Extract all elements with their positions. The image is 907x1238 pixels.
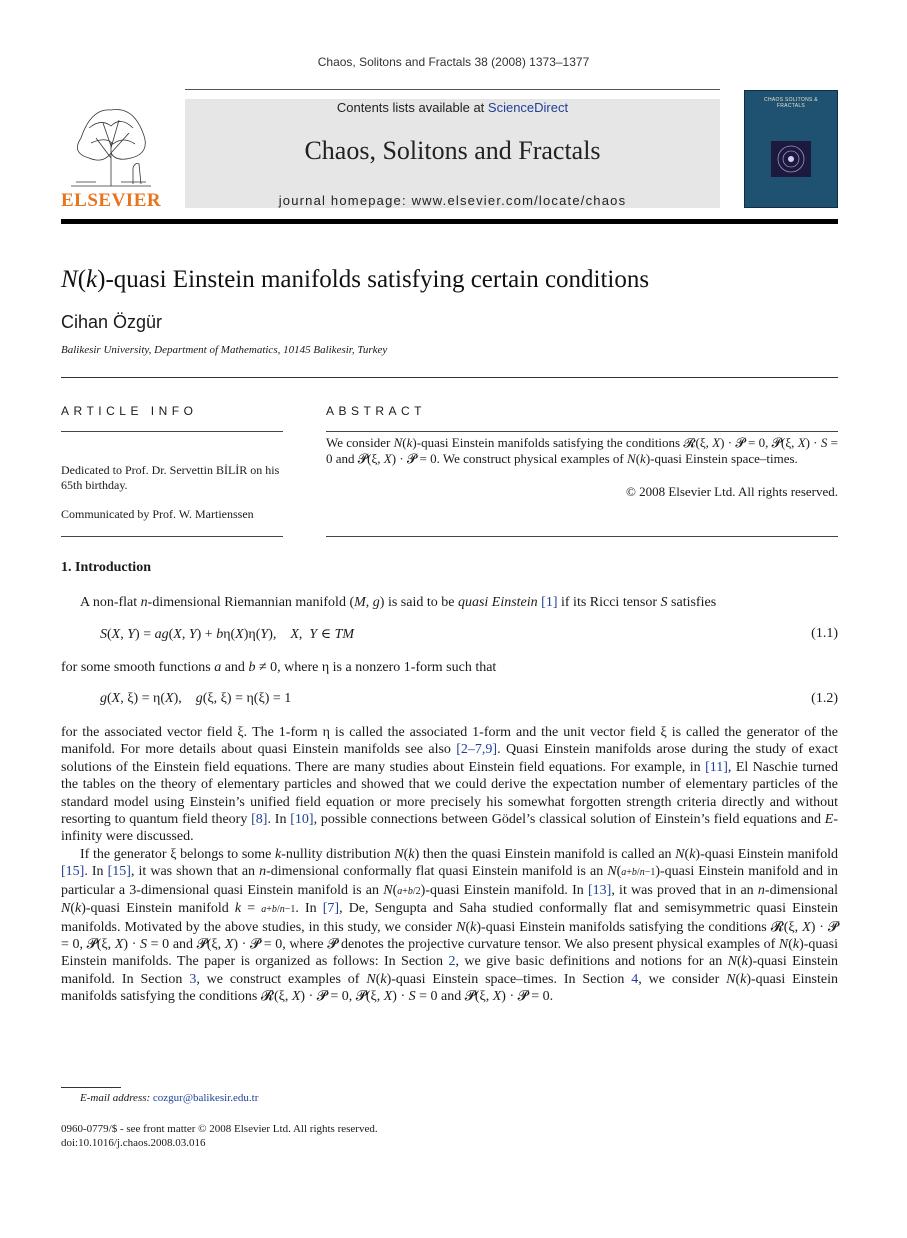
article-title-text: -quasi Einstein manifolds satisfying certain conditions <box>105 266 650 293</box>
email-link[interactable]: cozgur@balikesir.edu.tr <box>152 1092 259 1104</box>
copyright: © 2008 Elsevier Ltd. All rights reserved. <box>625 484 838 499</box>
abstract-text: We consider N(k)-quasi Einstein manifolds satisfying the conditions 𝓡(ξ, X) · 𝓟 = 0, 𝓟(ξ, X) · S = 0 and 𝓟(ξ, X) · 𝓟 = 0. We construct physical examples of N(k)-quasi Einstein space–times. <box>326 435 838 466</box>
journal-cover <box>744 90 838 208</box>
author-name: Cihan Özgür <box>61 312 163 332</box>
author-affiliation: Balikesir University, Department of Mathematics, 10145 Balikesir, Turkey <box>61 344 388 356</box>
section-2-link[interactable]: 2 <box>448 954 456 970</box>
journal-homepage[interactable]: journal homepage: www.elsevier.com/locate/chaos <box>278 193 627 208</box>
equation-1-2: g(X, ξ) = η(X), g(ξ, ξ) = η(ξ) = 1 <box>100 691 292 706</box>
ref-1[interactable]: [1] <box>541 595 558 610</box>
section-4-link[interactable]: 4 <box>631 971 639 987</box>
paragraph-4: If the generator ξ belongs to some k-nullity distribution N(k) then the quasi Einstein manifold is called an N(k)-quasi Einstein manifold [15]. In [15], it was shown that an n-dimensional conformally flat quasi Einstein manifold is an N(a+b/n−1)-quasi Einstein manifold and in particular a 3-dimensional quasi Einstein manifold is an N(a+b/2)-quasi Einstein manifold. In [13], it was proved that in an n-dimensional N(k)-quasi Einstein manifold k = a+b/n−1. In [7], De, Sengupta and Saha studied conformally flat and semisymmetric quasi Einstein manifolds. Motivated by the above studies, in this study, we consider N(k)-quasi Einstein manifolds satisfying the conditions 𝓡(ξ, X) · 𝓟 = 0, 𝓟(ξ, X) · S = 0 and 𝓟(ξ, X) · 𝓟 = 0, where 𝓟 denotes the projective curvature tensor. We also present physical examples of N(k)-quasi Einstein manifolds. The paper is organized as follows: In Section 2, we give basic definitions and notions for an N(k)-quasi Einstein manifold. In Section 3, we construct examples of N(k)-quasi Einstein space–times. In Section 4, we consider N(k)-quasi Einstein manifolds satisfying the conditions 𝓡(ξ, X) · 𝓟 = 0, 𝓟(ξ, X) · S = 0 and 𝓟(ξ, X) · 𝓟 = 0. <box>61 847 839 1005</box>
elsevier-logo-text: ELSEVIER <box>61 190 162 211</box>
abstract-rule-bottom <box>326 536 838 537</box>
ref-8[interactable]: [8] <box>251 812 268 828</box>
ref-13[interactable]: [13] <box>588 882 612 898</box>
article-title: N(k)-quasi Einstein manifolds satisfying certain conditions <box>61 266 650 293</box>
communicated-by: Communicated by Prof. W. Martienssen <box>61 507 254 521</box>
cover-title: CHAOS SOLITONS & FRACTALS <box>764 97 818 109</box>
equation-1-1: S(X, Y) = ag(X, Y) + bη(X)η(Y), X, Y ∈ TM <box>100 627 355 642</box>
dedication: Dedicated to Prof. Dr. Servettin BİLİR on his 65th birthday. <box>61 463 280 492</box>
ref-15b[interactable]: [15] <box>107 864 131 880</box>
contents-prefix: Contents lists available at <box>336 100 488 115</box>
info-rule-bottom <box>61 536 283 537</box>
article-info-heading: ARTICLE INFO <box>61 404 198 418</box>
ref-2-7-9[interactable]: [2–7,9] <box>456 742 498 758</box>
ref-15[interactable]: [15] <box>61 864 85 880</box>
title-rule <box>61 377 838 378</box>
journal-name: Chaos, Solitons and Fractals <box>304 136 601 165</box>
doi-line[interactable]: doi:10.1016/j.chaos.2008.03.016 <box>61 1137 206 1149</box>
section-3-link[interactable]: 3 <box>189 971 197 987</box>
cover-fractal-icon <box>771 141 811 177</box>
journal-citation: Chaos, Solitons and Fractals 38 (2008) 1373–1377 <box>317 55 590 69</box>
sciencedirect-link[interactable]: ScienceDirect <box>487 100 569 115</box>
info-rule-top <box>61 431 283 432</box>
contents-line <box>185 100 720 115</box>
equation-number: (1.2) <box>811 691 838 706</box>
email-label: E-mail address: <box>80 1092 153 1104</box>
paragraph-3: for the associated vector field ξ. The 1-form η is called the associated 1-form and the unit vector field ξ is called the generator of the manifold. For more details about quasi Einstein manifolds see also [2–7,9]. Quasi Einstein manifolds arose during the study of exact solutions of the Einstein field equations. There are many studies about Einstein field equations. For example, in [11], El Naschie turned the tables on the theory of elementary particles and showed that we could derive the expectation number of elementary particles of the standard model using Einstein’s unified field equation or more precisely his somewhat forgotten strength criteria directly and without resorting to quantum field theory [8]. In [10], possible connections between Gödel’s classical solution of Einstein’s field equations and E-infinity were discussed. <box>61 725 839 845</box>
header-rule <box>185 89 720 90</box>
footnote-rule <box>61 1087 121 1088</box>
equation-number: (1.1) <box>811 626 838 641</box>
paragraph-1: A non-flat n-dimensional Riemannian manifold (M, g) is said to be quasi Einstein [1] if its Ricci tensor S satisfies <box>80 595 717 610</box>
ref-10[interactable]: [10] <box>290 812 314 828</box>
ref-11[interactable]: [11] <box>705 759 728 775</box>
email-footnote <box>80 1092 258 1104</box>
abstract-heading: ABSTRACT <box>326 404 427 418</box>
paragraph-2: for some smooth functions a and b ≠ 0, where η is a nonzero 1-form such that <box>61 660 497 675</box>
header-thick-rule <box>61 219 838 224</box>
section-heading: 1. Introduction <box>61 560 151 575</box>
abstract-rule-top <box>326 431 838 432</box>
issn-line: 0960-0779/$ - see front matter © 2008 Elsevier Ltd. All rights reserved. <box>61 1123 378 1135</box>
ref-7[interactable]: [7] <box>322 901 340 917</box>
